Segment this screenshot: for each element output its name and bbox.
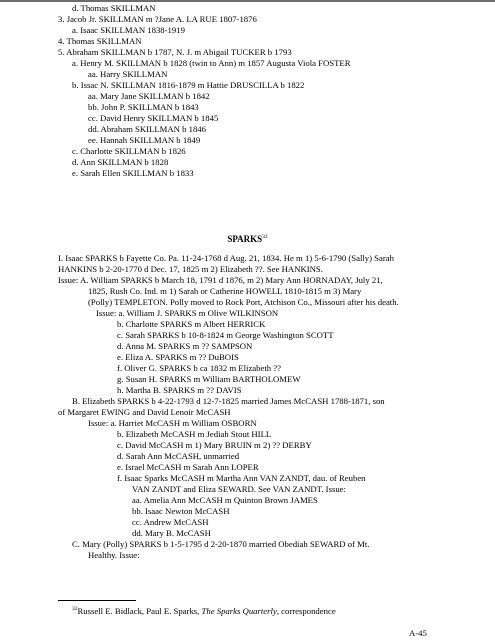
text-line: 1825, Rush Co. Ind. m 1) Sarah or Catherine HOWELL 1810-1815 m 3) Mary bbox=[88, 286, 362, 296]
text-line: a. Henry M. SKILLMAN b 1828 (twin to Ann) m 1857 Augusta Viola FOSTER bbox=[72, 58, 351, 68]
text-line: Issue: a. William J. SPARKS m Olive WILKINSON bbox=[96, 308, 279, 318]
top-border bbox=[0, 0, 495, 2]
text-line: HANKINS b 2-20-1770 d Dec. 17, 1825 m 2) Elizabeth ??. See HANKINS. bbox=[58, 264, 323, 274]
text-line: c. Sarah SPARKS b 10-8-1824 m George Washington SCOTT bbox=[117, 330, 334, 340]
text-line: (Polly) TEMPLETON. Polly moved to Rock Port, Atchison Co., Missouri after his death. bbox=[88, 297, 399, 307]
text-line: aa. Mary Jane SKILLMAN b 1842 bbox=[88, 91, 210, 101]
text-line: g. Susan H. SPARKS m William BARTHOLOMEW bbox=[117, 374, 301, 384]
text-line: c. David McCASH m 1) Mary BRUIN m 2) ?? DERBY bbox=[117, 440, 312, 450]
text-line: I. Isaac SPARKS b Fayette Co. Pa. 11-24-1768 d Aug. 21, 1834. He m 1) 5-6-1790 (Sally) Sarah bbox=[58, 253, 394, 263]
text-line: Issue: a. Harriet McCASH m William OSBORN bbox=[88, 418, 257, 428]
footnote-text-end: , correspondence bbox=[276, 605, 336, 616]
text-line: e. Eliza A. SPARKS m ?? DuBOIS bbox=[117, 352, 239, 362]
text-line: b. Elizabeth McCASH m Jediah Stout HILL bbox=[117, 429, 272, 439]
text-line: e. Israel McCASH m Sarah Ann LOPER bbox=[117, 462, 259, 472]
text-line: B. Elizabeth SPARKS b 4-22-1793 d 12-7-1825 married James McCASH 1788-1871, son bbox=[72, 396, 385, 406]
text-line: dd. Abraham SKILLMAN b 1846 bbox=[88, 124, 206, 134]
text-line: VAN ZANDT and Eliza SEWARD. See VAN ZANDT. Issue: bbox=[132, 484, 346, 494]
text-line: b. Issac N. SKILLMAN 1816-1879 m Hattie DRUSCILLA b 1822 bbox=[72, 80, 305, 90]
text-line: cc. David Henry SKILLMAN b 1845 bbox=[88, 113, 219, 123]
text-line: 4. Thomas SKILLMAN bbox=[58, 36, 142, 46]
text-line: h. Martha B. SPARKS m ?? DAVIS bbox=[117, 385, 242, 395]
text-line: c. Charlotte SKILLMAN b 1826 bbox=[72, 146, 186, 156]
text-line: of Margaret EWING and David Lenoir McCASH bbox=[58, 407, 231, 417]
text-line: bb. John P. SKILLMAN b 1843 bbox=[88, 102, 199, 112]
text-line: 3. Jacob Jr. SKILLMAN m ?Jane A. LA RUE 1807-1876 bbox=[58, 14, 257, 24]
text-line: b. Charlotte SPARKS m Albert HERRICK bbox=[117, 319, 266, 329]
text-line: aa. Harry SKILLMAN bbox=[88, 69, 168, 79]
footnote bbox=[72, 604, 336, 616]
text-line: d. Ann SKILLMAN b 1828 bbox=[72, 157, 169, 167]
text-line: Issue: A. William SPARKS b March 18, 1791 d 1876, m 2) Mary Ann HORNADAY, July 21, bbox=[58, 275, 383, 285]
section-title-text: SPARKS bbox=[227, 234, 263, 244]
section-title bbox=[0, 234, 495, 244]
page-number: A-45 bbox=[409, 628, 427, 638]
text-line: Healthy. Issue: bbox=[88, 550, 140, 560]
text-line: f. Isaac Sparks McCASH m Martha Ann VAN ZANDT, dau. of Reuben bbox=[117, 473, 366, 483]
text-line: dd. Mary B. McCASH bbox=[132, 528, 211, 538]
text-line: C. Mary (Polly) SPARKS b 1-5-1795 d 2-20-1870 married Obediah SEWARD of Mt. bbox=[72, 539, 370, 549]
text-line: cc. Andrew McCASH bbox=[132, 517, 209, 527]
text-line: d. Thomas SKILLMAN bbox=[72, 3, 156, 13]
text-line: a. Isaac SKILLMAN 1838-1919 bbox=[72, 25, 185, 35]
text-line: ee. Hannah SKILLMAN b 1849 bbox=[88, 135, 201, 145]
text-line: f. Oliver G. SPARKS b ca 1832 m Elizabeth ?? bbox=[117, 363, 281, 373]
text-line: d. Anna M. SPARKS m ?? SAMPSON bbox=[117, 341, 253, 351]
text-line: d. Sarah Ann McCASH, unmarried bbox=[117, 451, 240, 461]
footnote-number: 32 bbox=[72, 606, 78, 612]
footnote-text: Russell E. Bidlack, Paul E. Sparks, bbox=[77, 605, 202, 616]
footnote-rule bbox=[58, 600, 136, 601]
footnote-ref: 32 bbox=[262, 234, 268, 240]
text-line: e. Sarah Ellen SKILLMAN b 1833 bbox=[72, 168, 194, 178]
footnote-title: The Sparks Quarterly bbox=[201, 605, 277, 616]
text-line: aa. Amelia Ann McCASH m Quinton Brown JAMES bbox=[132, 495, 318, 505]
text-line: bb. Isaac Newton McCASH bbox=[132, 506, 230, 516]
text-line: 5. Abraham SKILLMAN b 1787, N. J. m Abigail TUCKER b 1793 bbox=[58, 47, 292, 57]
